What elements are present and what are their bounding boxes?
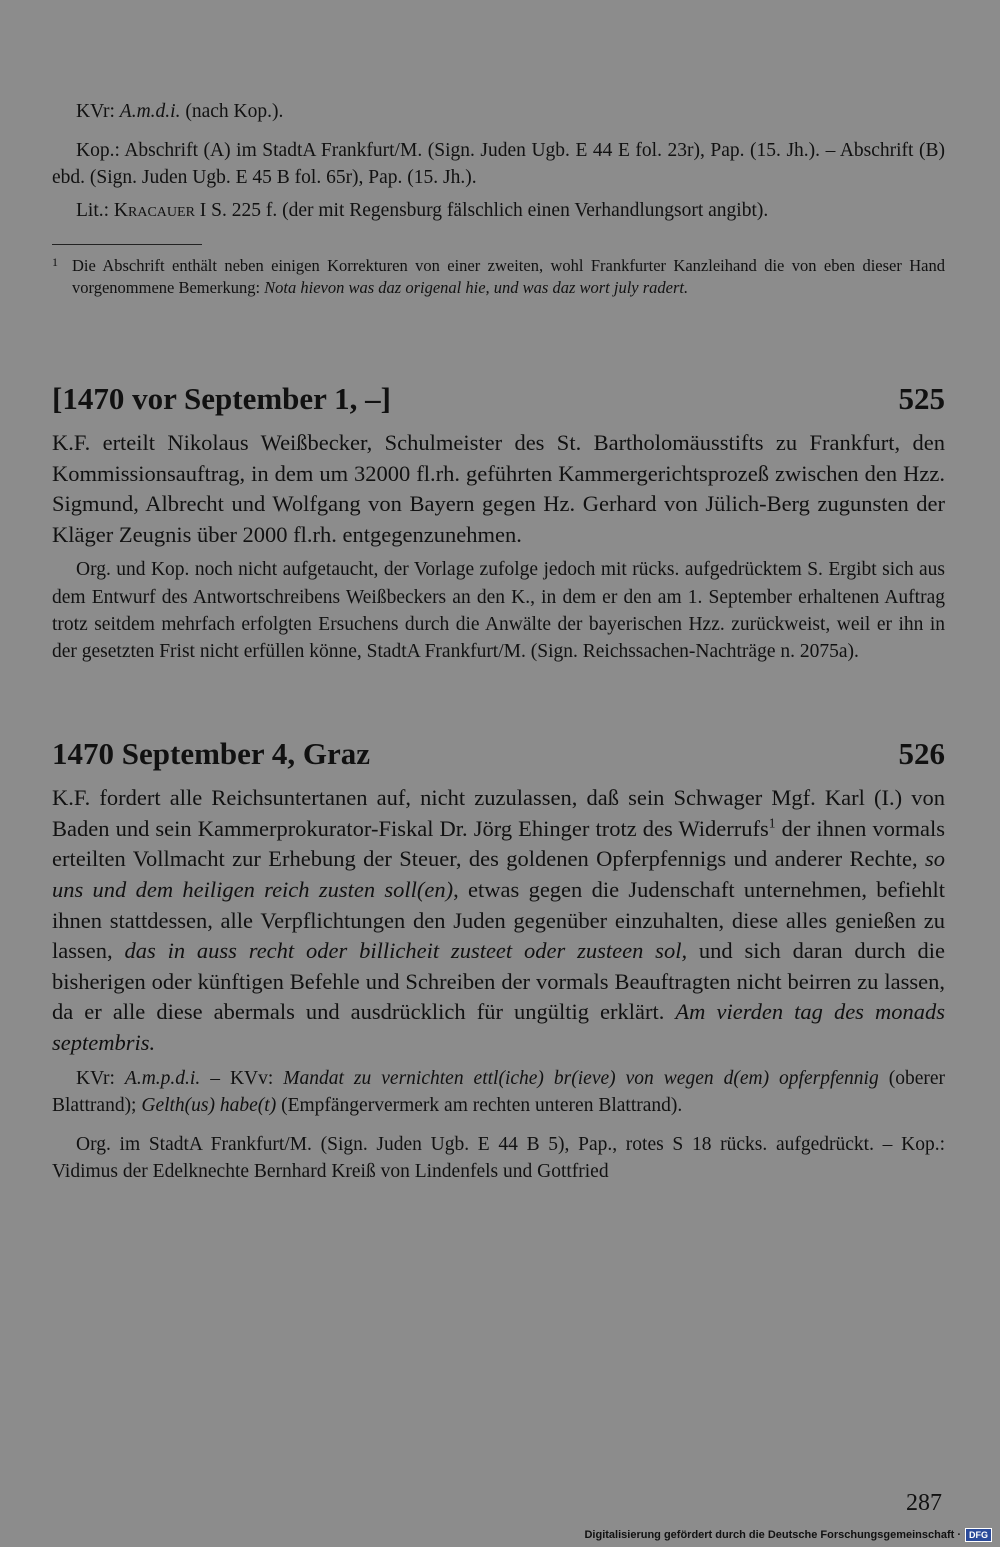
footnote-divider [52,244,202,245]
footnote-ref: 1 [768,815,776,831]
lit-author: Kracauer [113,200,195,221]
entry-526-kv [52,1065,945,1119]
entry-526-regest [52,783,945,1058]
entry-525-note: Org. und Kop. noch nicht aufgetaucht, der Vorlage zufolge jedoch mit rücks. aufgedrücktem S. Ergibt sich aus dem Entwurf des Antwortschreibens Weißbeckers an den K., in dem er den am 1. September erhaltenen Auftrag trotz seitdem mehrfach erfolgten Ersuchens durch die Anwälte der bayerischen Hzz. zurückweist, weil er ihn in der gesetzten Frist nicht erfüllen könne, StadtA Frankfurt/M. (Sign. Reichssachen-Nachträge n. 2075a). [52,559,945,662]
dfg-logo-icon: DFG [965,1528,992,1542]
kvr-line [52,98,945,125]
regest-part1: K.F. fordert alle Reichsuntertanen auf, nicht zuzulassen, daß sein Schwager Mgf. Karl (I.) von Baden und sein Kammerprokurator-Fiskal Dr. Jörg Ehinger trotz des Widerrufs [52,785,945,841]
lit-label: Lit.: [76,200,114,221]
kvr2-italic: A.m.p.d.i. [124,1067,201,1089]
kvr-italic: A.m.d.i. [119,101,181,122]
regest-part4: und sich daran durch die bisherigen oder künftigen Befehle und Schreiben der vormals Beauftragten nicht beirren zu lassen, da er alle diese abermals und ausdrücklich für ungültig erklärt. [52,938,945,1025]
entry-525-date: [1470 vor September 1, –] [52,381,391,416]
regest-italic1: so uns und dem heiligen reich zusten soll(en) [52,846,945,902]
kvv-italic2: Gelth(us) habe(t) [141,1094,277,1116]
entry-526-org: Org. im StadtA Frankfurt/M. (Sign. Juden Ugb. E 44 B 5), Pap., rotes S 18 rücks. aufgedrückt. – Kop.: Vidimus der Edelknechte Bernhard Kreiß von Lindenfels und Gottfried [52,1133,945,1183]
kvv-rest: (oberer Blattrand); [52,1067,946,1116]
kvv-italic: Mandat zu vernichten ettl(iche) br(ieve) von wegen d(em) opferpfennig [283,1067,879,1089]
entry-525-heading [52,380,945,418]
digitization-credit [584,1528,992,1542]
regest-italic3: Am vierden tag des monads septembris. [52,999,945,1055]
entry-525-number: 525 [898,381,945,416]
kvv-label: – KVv: [200,1067,284,1089]
lit-paragraph [52,197,945,224]
kvr-rest: (nach Kop.). [180,101,284,122]
credit-text: Digitalisierung gefördert durch die Deutsche Forschungsgemeinschaft · [584,1529,961,1541]
page-number: 287 [906,1490,942,1516]
kvr2-label: KVr: [76,1067,125,1089]
entry-525-regest: K.F. erteilt Nikolaus Weißbecker, Schulmeister des St. Bartholomäusstifts zu Frankfurt, den Kommissionsauftrag, in dem um 32000 fl.rh. geführten Kammergerichtsprozeß zwischen den Hzz. Sigmund, Albrecht und Wolfgang von Bayern gegen Hz. Gerhard von Jülich-Berg zugunsten der Kläger Zeugnis über 2000 fl.rh. entgegenzunehmen. [52,430,945,547]
entry-526-number: 526 [898,736,945,772]
footnote-italic: Nota hievon was daz origenal hie, und was daz wort july radert. [264,277,689,297]
kop-paragraph: Kop.: Abschrift (A) im StadtA Frankfurt/M. (Sign. Juden Ugb. E 44 E fol. 23r), Pap. (15. Jh.). – Abschrift (B) ebd. (Sign. Juden Ugb. E 45 B fol. 65r), Pap. (15. Jh.). [52,140,945,188]
footnote [52,255,945,298]
lit-rest: I S. 225 f. (der mit Regensburg fälschlich einen Verhandlungsort angibt). [194,200,769,221]
kvr-label: KVr: [76,101,120,122]
footnote-mark: 1 [52,255,58,269]
entry-526-date: 1470 September 4, Graz [52,736,370,772]
entry-526-heading [52,735,945,773]
regest-part3: , etwas gegen die Judenschaft unternehmen, befiehlt ihnen stattdessen, alle Verpflichtungen den Juden gegenüber einzuhalten, diese alles genießen zu lassen, [52,876,945,964]
page-content [52,98,945,1185]
kvv-rest2: (Empfängervermerk am rechten unteren Blattrand). [276,1094,683,1116]
regest-part2: der ihnen vormals erteilten Vollmacht zur Erhebung der Steuer, des goldenen Opferpfennigs und anderer Rechte, [52,815,945,872]
regest-italic2: das in auss recht oder billicheit zusteet oder zusteen sol, [124,938,688,964]
footnote-text: Die Abschrift enthält neben einigen Korrekturen von einer zweiten, wohl Frankfurter Kanzleihand die von eben dieser Hand vorgenommene Bemerkung: [72,256,945,297]
